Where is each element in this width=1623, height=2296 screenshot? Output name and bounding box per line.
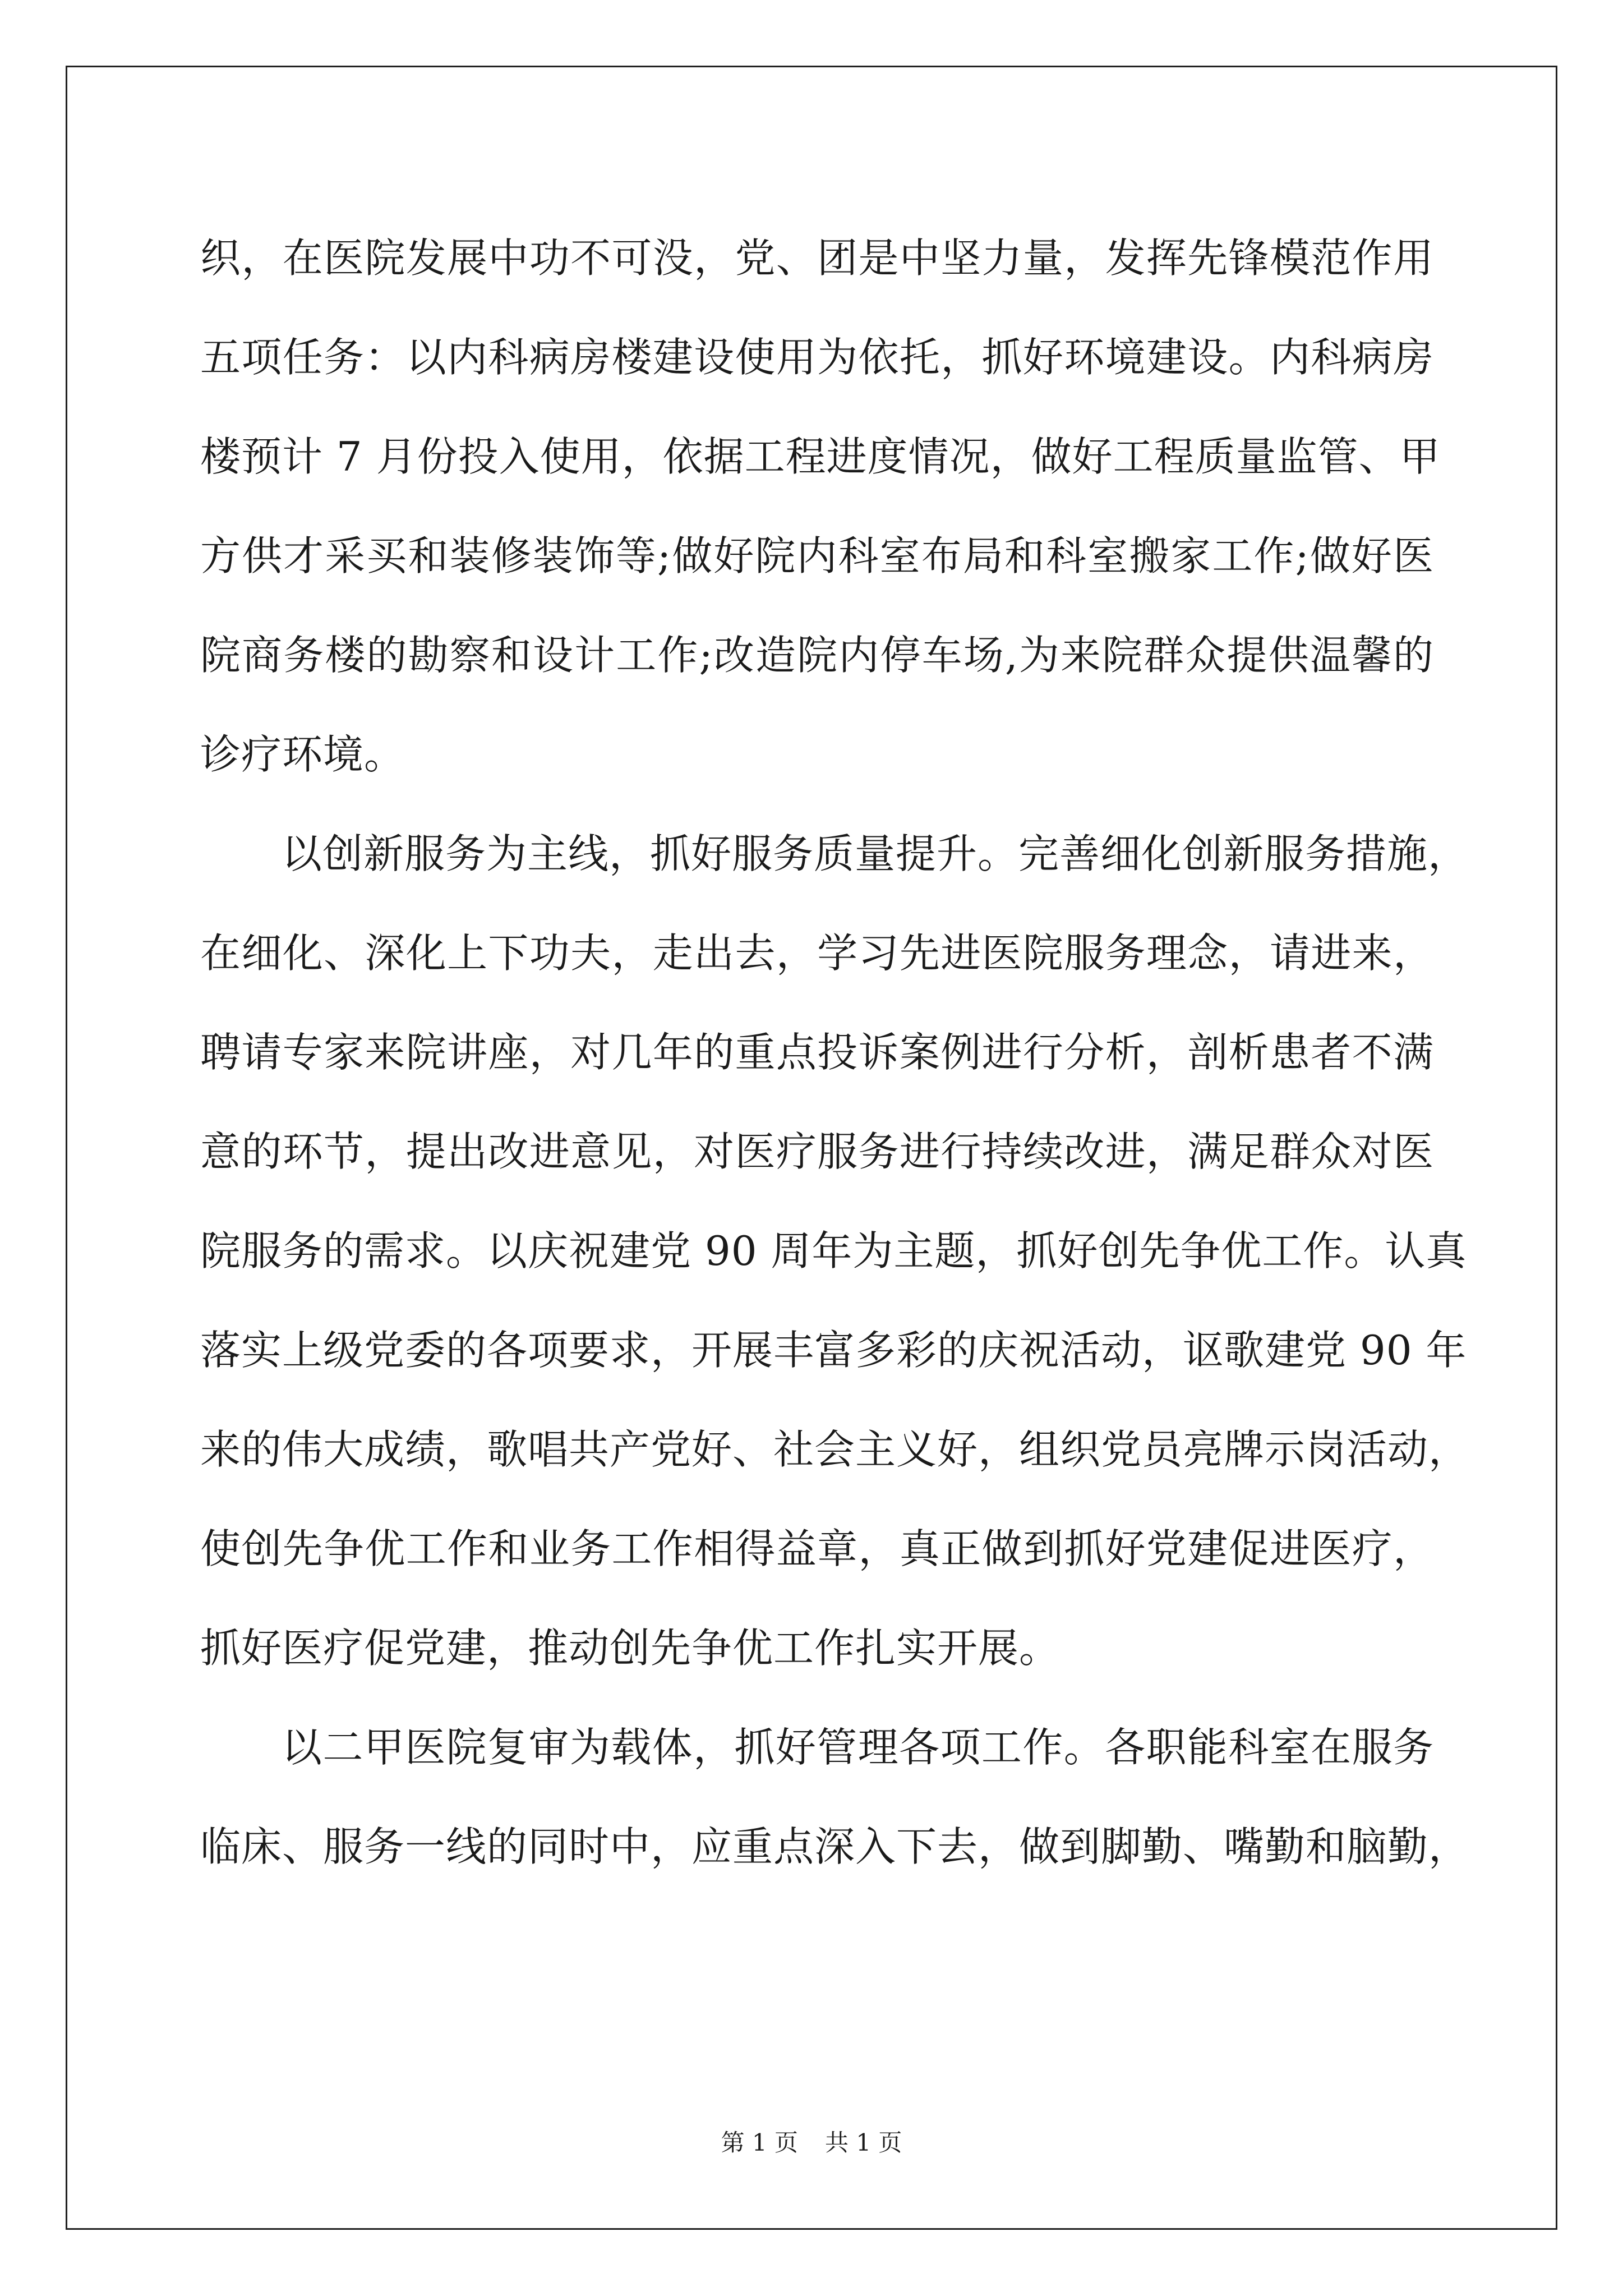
paragraph-first-line: 以二甲医院复审为载体，抓好管理各项工作。各职能科室在服务: [282, 1724, 1434, 1771]
text-line: 诊疗环境。: [200, 731, 405, 778]
text-line: 方供才采买和装修装饰等;做好院内科室布局和科室搬家工作;做好医: [200, 532, 1434, 579]
text-line: 院服务的需求。以庆祝建党 90 周年为主题，抓好创先争优工作。认真: [200, 1227, 1467, 1274]
page-number-total: 共 1 页: [825, 2129, 902, 2156]
document-body: [200, 209, 1470, 1897]
text-line: 聘请专家来院讲座，对几年的重点投诉案例进行分析，剖析患者不满: [200, 1029, 1434, 1076]
text-line: 意的环节，提出改进意见，对医疗服务进行持续改进，满足群众对医: [200, 1128, 1434, 1175]
text-line: 使创先争优工作和业务工作相得益章，真正做到抓好党建促进医疗，: [200, 1525, 1434, 1572]
text-line: 抓好医疗促党建，推动创先争优工作扎实开展。: [200, 1625, 1061, 1672]
text-line: 临床、服务一线的同时中，应重点深入下去，做到脚勤、嘴勤和脑勤，: [200, 1823, 1470, 1870]
text-line: 院商务楼的勘察和设计工作;改造院内停车场,为来院群众提供温馨的: [200, 632, 1434, 679]
text-line: 在细化、深化上下功夫，走出去，学习先进医院服务理念，请进来，: [200, 930, 1434, 977]
text-line: 楼预计 7 月份投入使用，依据工程进度情况，做好工程质量监管、甲: [200, 433, 1441, 480]
paragraph-first-line: 以创新服务为主线，抓好服务质量提升。完善细化创新服务措施，: [282, 830, 1469, 877]
text-line: 织，在医院发展中功不可没，党、团是中坚力量，发挥先锋模范作用: [200, 234, 1434, 282]
text-line: 五项任务：以内科病房楼建设使用为依托，抓好环境建设。内科病房: [200, 334, 1434, 381]
text-line: 来的伟大成绩，歌唱共产党好、社会主义好，组织党员亮牌示岗活动，: [200, 1426, 1470, 1473]
page-number-current: 第 1 页: [721, 2129, 798, 2156]
text-line: 落实上级党委的各项要求，开展丰富多彩的庆祝活动，讴歌建党 90 年: [200, 1327, 1467, 1374]
page-footer: [0, 2126, 1623, 2160]
